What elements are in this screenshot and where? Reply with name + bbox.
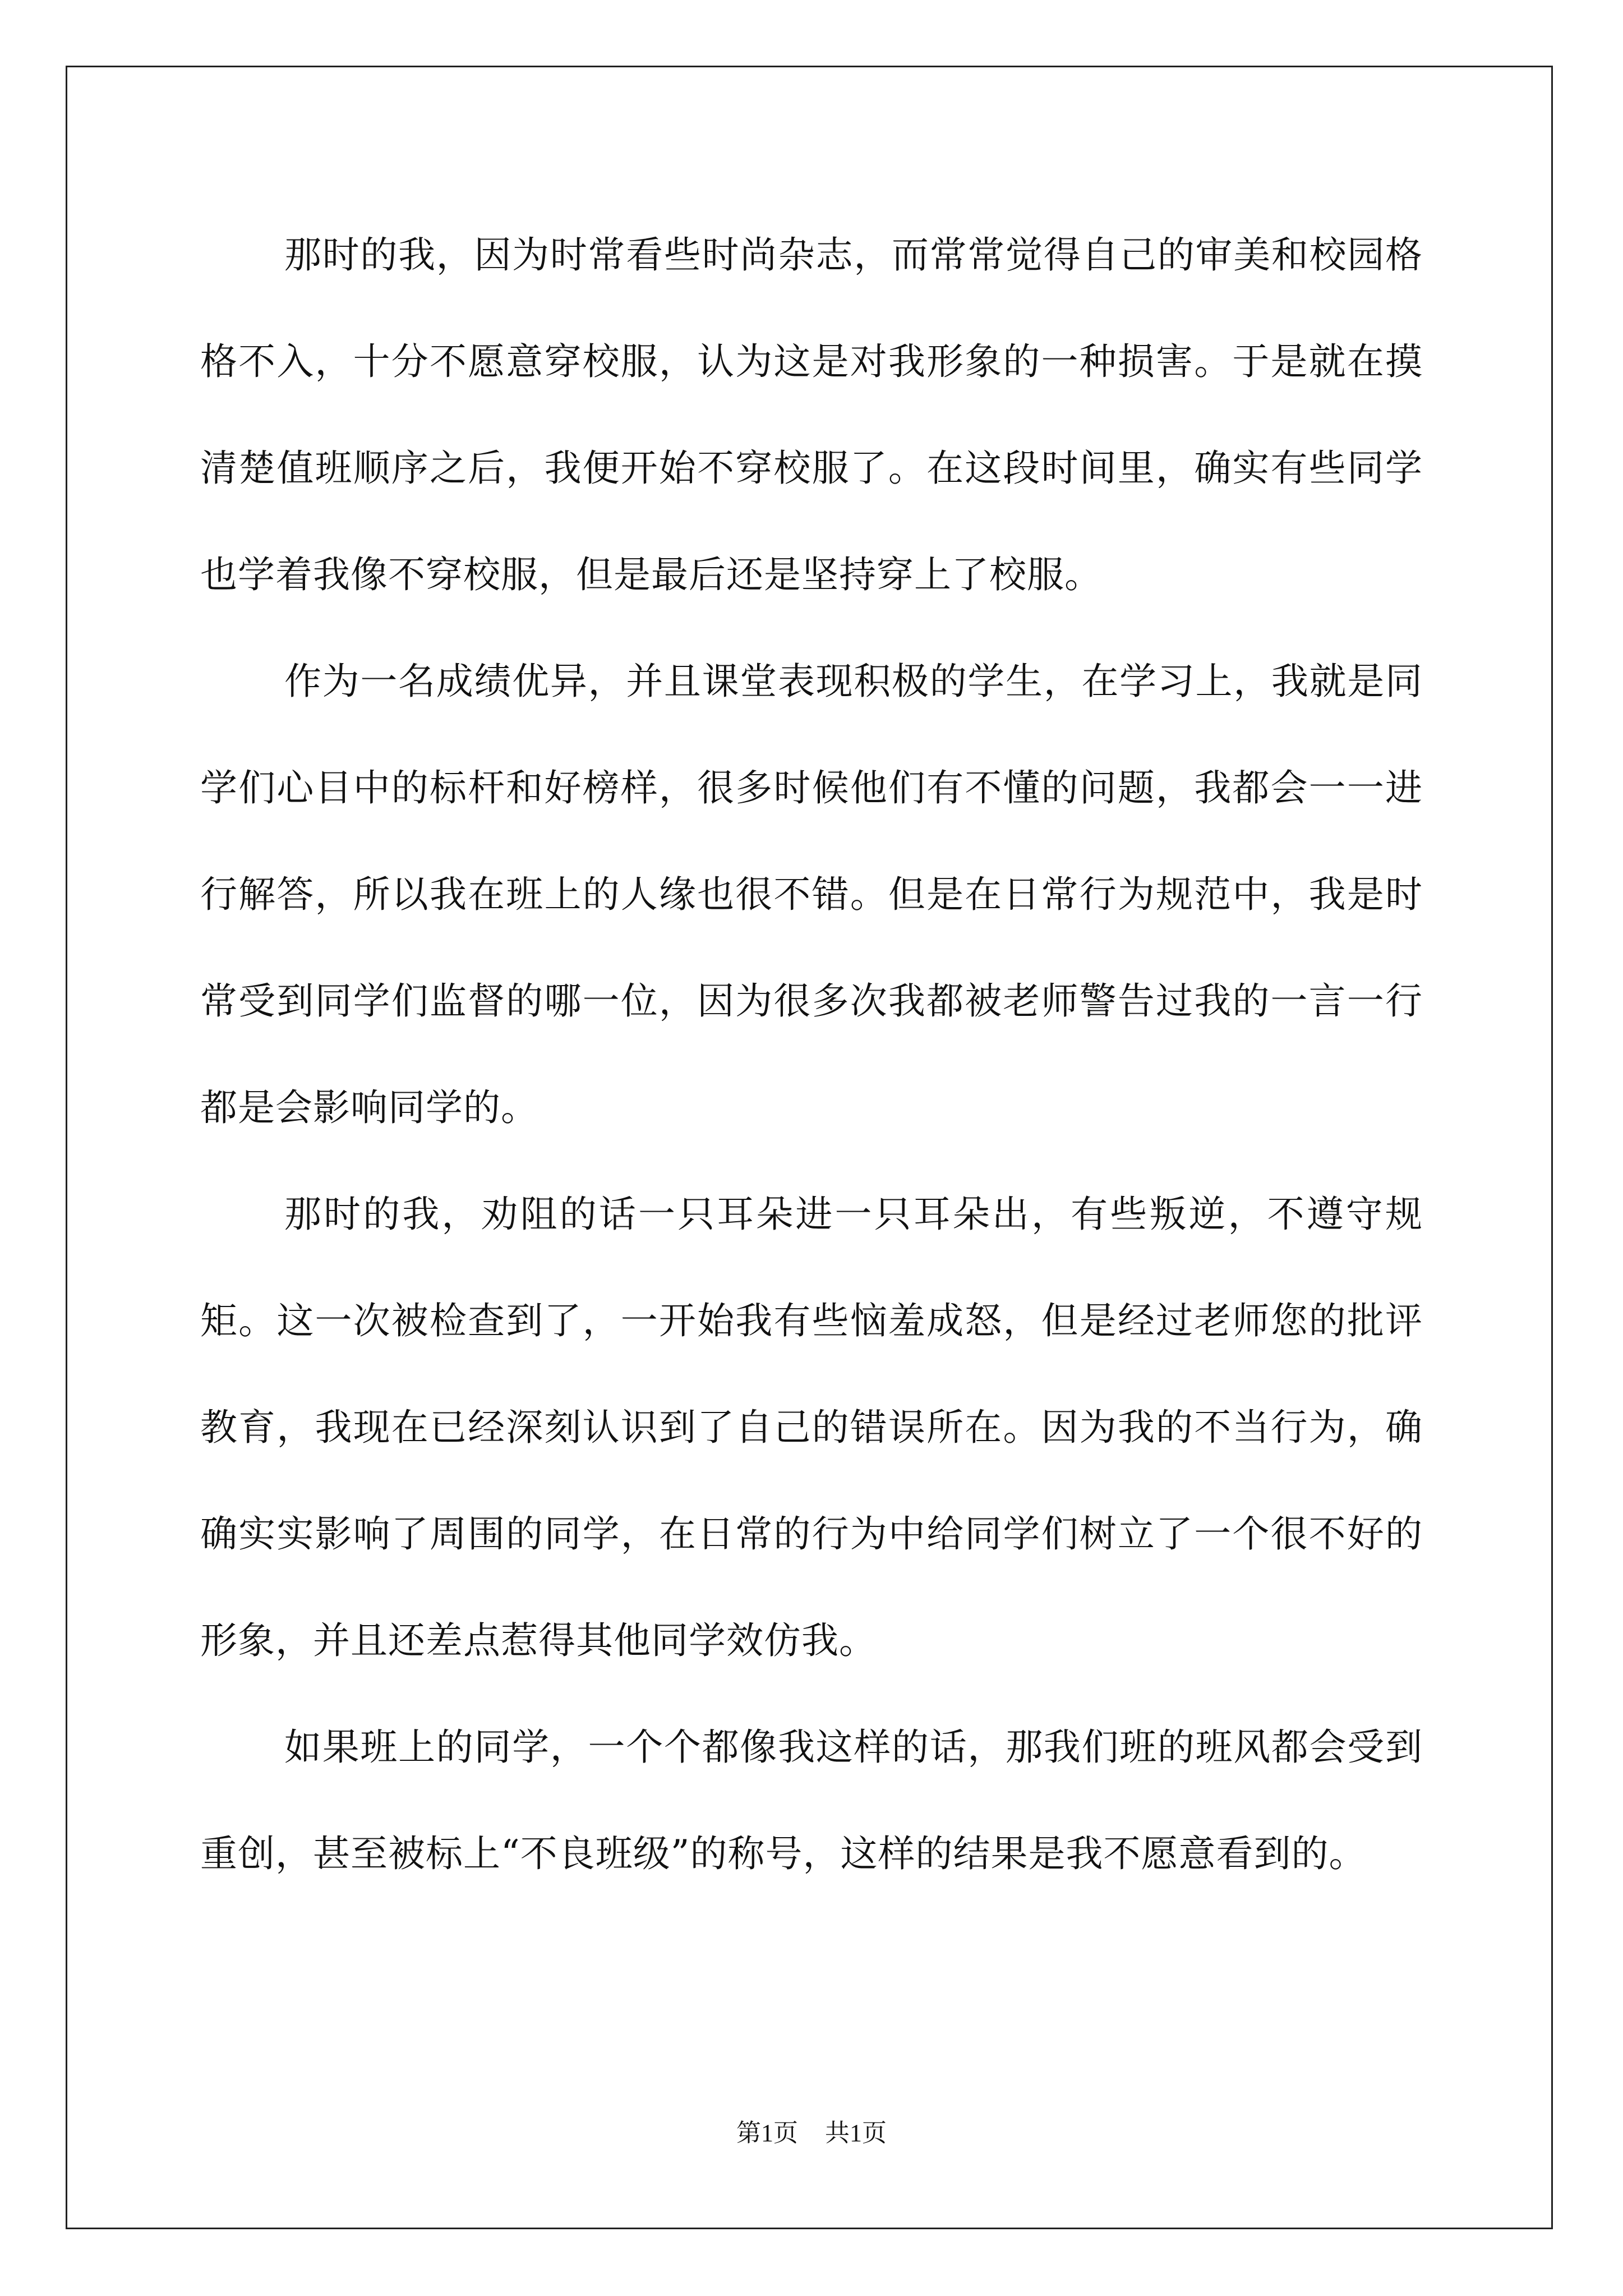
paragraph-2: 作为一名成绩优异，并且课堂表现积极的学生，在学习上，我就是同学们心目中的标杆和好榜样，很多时候他们有不懂的问题，我都会一一进行解答，所以我在班上的人缘也很不错。但是在日常行为规范中，我是时常受到同学们监督的哪一位，因为很多次我都被老师警告过我的一言一行都是会影响同学的。 — [200, 660, 1423, 1129]
page-number-total: 共1页 — [825, 2119, 887, 2147]
paragraph-3: 那时的我，劝阻的话一只耳朵进一只耳朵出，有些叛逆，不遵守规矩。这一次被检查到了，一开始我有些恼羞成怒，但是经过老师您的批评教育，我现在已经深刻认识到了自己的错误所在。因为我的不当行为，确确实实影响了周围的同学，在日常的行为中给同学们树立了一个很不好的形象，并且还差点惹得其他同学效仿我。 — [200, 1193, 1423, 1662]
paragraph-4: 如果班上的同学，一个个都像我这样的话，那我们班的班风都会受到重创，甚至被标上“不良班级”的称号，这样的结果是我不愿意看到的。 — [200, 1726, 1423, 1875]
page-footer — [0, 2113, 1623, 2148]
page-number-current: 第1页 — [736, 2119, 798, 2147]
document-body — [200, 202, 1423, 1907]
paragraph-1: 那时的我，因为时常看些时尚杂志，而常常觉得自己的审美和校园格格不入，十分不愿意穿校服，认为这是对我形象的一种损害。于是就在摸清楚值班顺序之后，我便开始不穿校服了。在这段时间里，确实有些同学也学着我像不穿校服，但是最后还是坚持穿上了校服。 — [200, 233, 1423, 596]
